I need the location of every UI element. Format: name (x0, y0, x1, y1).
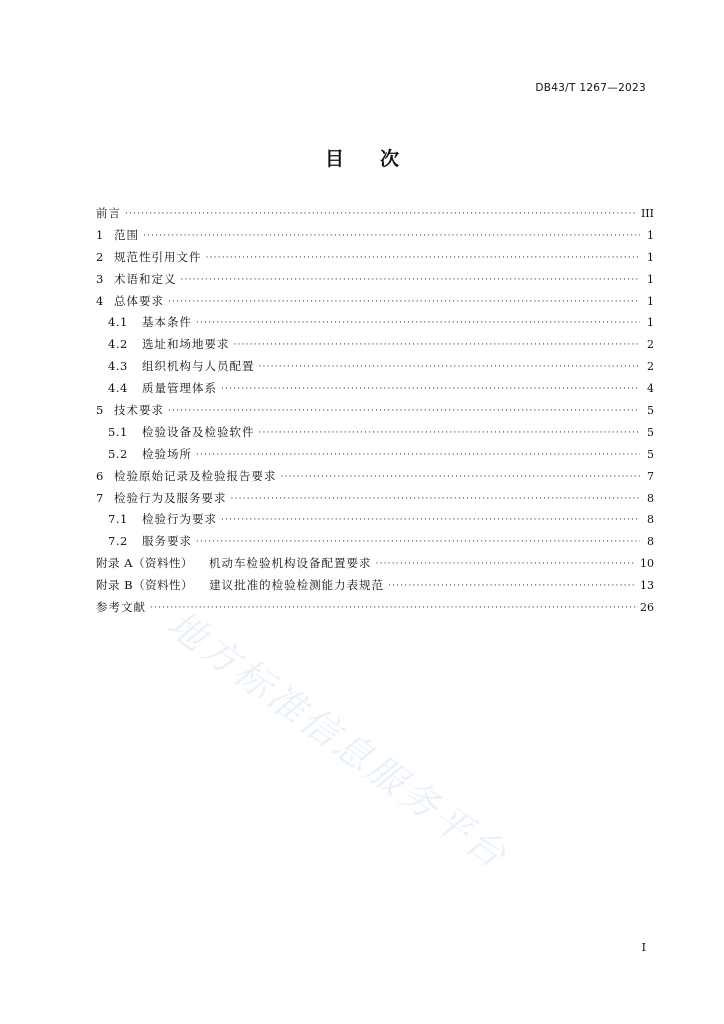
toc-entry-number: 4.4 (108, 381, 128, 396)
toc-entry-label: 检验设备及检验软件 (142, 424, 255, 439)
toc-entry-page: III (640, 207, 654, 220)
toc-entry-label: 前言 (96, 206, 121, 220)
toc-entry-page: 5 (647, 447, 654, 461)
toc-entry-page: 13 (640, 579, 654, 593)
toc-entry-page: 2 (647, 360, 654, 374)
toc-entry-page: 5 (647, 404, 654, 418)
toc-entry-page: 4 (647, 382, 654, 396)
toc-entry-number: 4.1 (108, 315, 128, 330)
toc-entry[interactable] (96, 553, 654, 575)
toc-dot-leader (181, 270, 641, 292)
table-of-contents (96, 203, 654, 619)
toc-entry-label: 参考文献 (96, 600, 146, 615)
toc-dot-leader (221, 379, 640, 401)
toc-entry-label: 检验行为要求 (142, 512, 217, 527)
toc-entry-number: 3 (96, 271, 104, 286)
toc-dot-leader (259, 423, 641, 445)
toc-dot-leader (196, 532, 640, 554)
toc-entry-number: 6 (96, 468, 104, 483)
toc-entry-label: 技术要求 (114, 403, 164, 418)
toc-entry-label: 质量管理体系 (142, 381, 217, 396)
toc-entry-page: 5 (647, 425, 654, 439)
toc-dot-leader (168, 292, 640, 314)
toc-entry[interactable] (96, 422, 654, 444)
toc-entry[interactable] (96, 378, 654, 400)
toc-entry-label: 组织机构与人员配置 (142, 359, 255, 374)
toc-dot-leader (168, 401, 640, 423)
toc-entry[interactable] (96, 488, 654, 510)
page-title: 目次 (324, 148, 435, 170)
toc-entry[interactable] (96, 334, 654, 356)
toc-entry-page: 1 (647, 250, 654, 264)
toc-entry-number: 7 (96, 490, 104, 505)
toc-dot-leader (259, 357, 641, 379)
toc-entry[interactable] (96, 466, 654, 488)
toc-entry-label: 检验原始记录及检验报告要求 (114, 468, 277, 483)
toc-entry-label: 机动车检验机构设备配置要求 (208, 556, 372, 571)
toc-entry-number: 附录 A（资料性） (96, 556, 193, 571)
watermark: 地方标准信息服务平台 (159, 602, 517, 879)
toc-entry-label: 范围 (114, 227, 139, 242)
toc-entry[interactable] (96, 531, 654, 553)
toc-entry-label: 检验场所 (142, 446, 192, 461)
toc-entry-number: 4.2 (108, 337, 128, 352)
toc-entry-page: 1 (647, 316, 654, 330)
toc-entry-page: 7 (647, 469, 654, 483)
toc-entry[interactable] (96, 291, 654, 313)
toc-entry[interactable] (96, 575, 654, 597)
toc-entry-page: 2 (647, 338, 654, 352)
toc-entry-page: 1 (647, 294, 654, 308)
toc-entry[interactable] (96, 444, 654, 466)
toc-dot-leader (221, 510, 640, 532)
toc-entry-label: 检验行为及服务要求 (114, 490, 227, 505)
toc-entry[interactable] (96, 247, 654, 269)
toc-entry-page: 10 (640, 557, 654, 571)
toc-entry-label: 建议批准的检验检测能力表规范 (209, 578, 385, 593)
toc-entry[interactable] (96, 312, 654, 334)
toc-entry-number: 1 (96, 227, 104, 242)
toc-dot-leader (375, 554, 636, 576)
toc-entry[interactable] (96, 509, 654, 531)
toc-entry-label: 总体要求 (114, 293, 164, 308)
toc-entry-number: 5.2 (108, 446, 128, 461)
toc-entry[interactable] (96, 269, 654, 291)
toc-entry-number: 7.1 (108, 512, 128, 527)
toc-dot-leader (196, 313, 640, 335)
toc-entry[interactable] (96, 203, 654, 225)
toc-entry-number: 5.1 (108, 424, 128, 439)
page-number: I (641, 941, 646, 954)
toc-entry-label: 基本条件 (142, 315, 192, 330)
toc-dot-leader (125, 204, 637, 226)
toc-entry-number: 2 (96, 249, 104, 264)
toc-entry-page: 8 (647, 513, 654, 527)
toc-entry-number: 附录 B（资料性） (96, 578, 194, 593)
toc-dot-leader (196, 445, 640, 467)
toc-dot-leader (388, 576, 636, 598)
toc-entry-label: 术语和定义 (114, 271, 177, 286)
toc-entry[interactable] (96, 400, 654, 422)
toc-entry-label: 服务要求 (142, 534, 192, 549)
toc-entry-label: 规范性引用文件 (114, 249, 202, 264)
toc-entry-number: 5 (96, 403, 104, 418)
toc-entry-label: 选址和场地要求 (142, 337, 230, 352)
toc-entry-number: 4 (96, 293, 104, 308)
toc-dot-leader (281, 467, 641, 489)
toc-entry-page: 8 (647, 491, 654, 505)
toc-dot-leader (206, 248, 641, 270)
toc-entry-page: 8 (647, 535, 654, 549)
toc-entry-page: 26 (640, 601, 654, 615)
toc-entry-page: 1 (647, 228, 654, 242)
toc-entry-number: 7.2 (108, 534, 128, 549)
toc-entry-page: 1 (647, 272, 654, 286)
toc-dot-leader (234, 335, 641, 357)
toc-dot-leader (231, 489, 641, 511)
toc-dot-leader (143, 226, 640, 248)
toc-entry-number: 4.3 (108, 359, 128, 374)
toc-entry[interactable] (96, 356, 654, 378)
document-code: DB43/T 1267—2023 (535, 82, 646, 94)
toc-dot-leader (150, 598, 636, 620)
toc-entry[interactable] (96, 225, 654, 247)
